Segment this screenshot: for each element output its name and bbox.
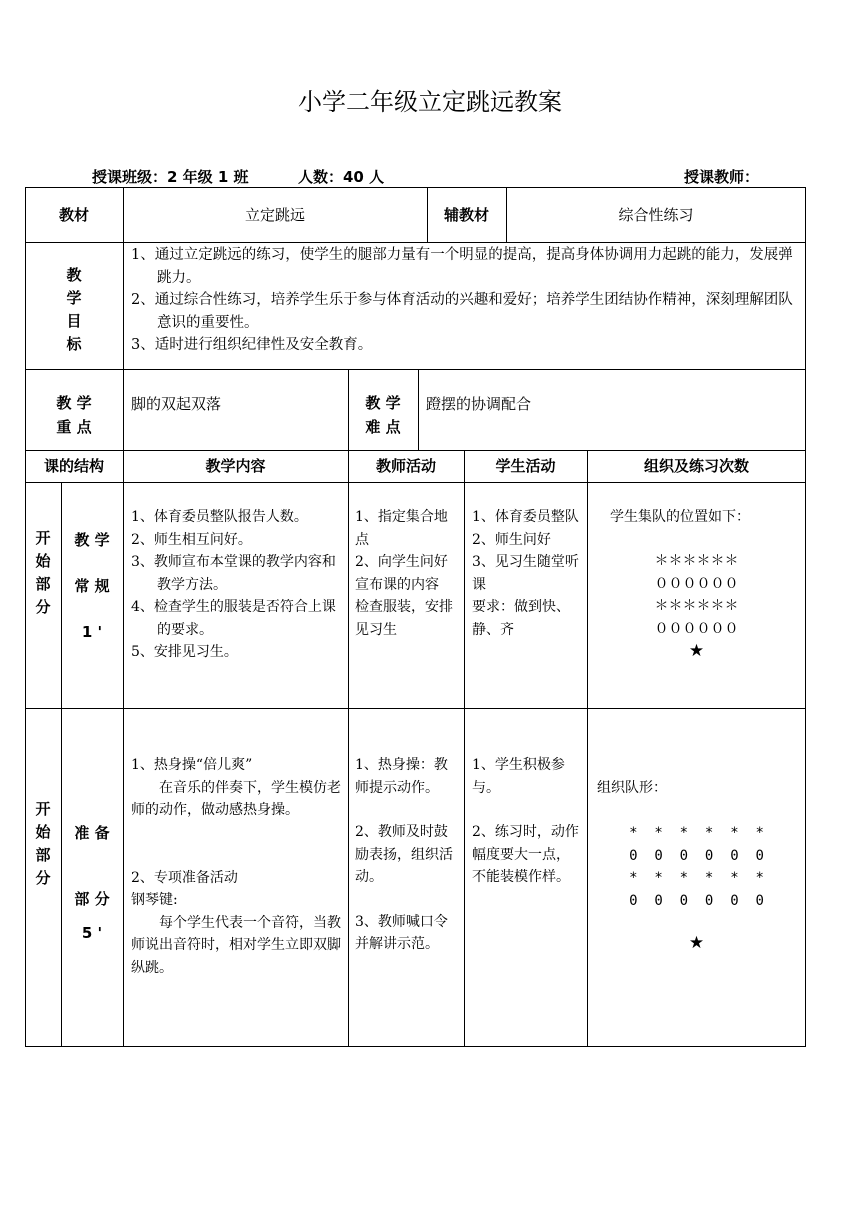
- header-content: 教学内容: [205, 457, 266, 475]
- section2-content: 1、热身操“倍儿爽” 在音乐的伴奏下，学生模仿老师的动作，做动感热身操。 2、专项准备活动 钢琴键: 每个学生代表一个音符，当教师说出音符时，相对学生立即双脚纵跳。: [131, 757, 341, 976]
- section1-student-activity: 1、体育委员整队 2、师生问好 3、见习生随堂听课 要求：做到快、静、齐: [472, 509, 579, 638]
- difficulty-label: 教 学 难 点: [365, 394, 401, 436]
- star-icon: ★: [688, 933, 705, 953]
- header-teacher: 教师活动: [375, 457, 436, 475]
- star-icon: ★: [688, 641, 705, 661]
- section2-teacher-activity: 1、热身操：教师提示动作。 2、教师及时鼓励表扬，组织活动。 3、教师喊口令并解讲示范。: [355, 757, 453, 952]
- material-label: 教材: [58, 206, 89, 224]
- goal-item: 2、通过综合性练习，培养学生乐于参与体育活动的兴趣和爱好；培养学生团结协作精神，深刻理解团队意识的重要性。: [131, 292, 793, 331]
- section2-part-label: 开 始 部 分: [35, 800, 51, 887]
- header-org: 组织及练习次数: [643, 457, 749, 475]
- section2-org-title: 组织队形：: [597, 780, 667, 796]
- goals-list: [131, 244, 801, 357]
- column-divider: [464, 450, 465, 1047]
- aux-material-label: 辅教材: [443, 206, 489, 224]
- teacher-info: 授课教师：: [684, 168, 760, 186]
- section1-time: 1 ': [81, 623, 103, 641]
- row-divider: [25, 450, 806, 451]
- class-info: 授课班级：2 年级 1 班: [92, 168, 249, 186]
- section1-teacher-activity: 1、指定集合地点 2、向学生问好 宣布课的内容 检查服装，安排见习生: [355, 509, 453, 638]
- header-student: 学生活动: [495, 457, 556, 475]
- column-divider: [587, 450, 588, 1047]
- header-structure: 课的结构: [43, 457, 104, 475]
- key-point-value: 脚的双起双落: [131, 395, 222, 413]
- section2-sub-label: 准 备 部 分 5 ': [61, 820, 123, 946]
- aux-material-value: 综合性练习: [618, 206, 694, 224]
- row-divider: [25, 482, 806, 483]
- section1-part-label: 开 始 部 分: [35, 529, 51, 616]
- section1-content: 1、体育委员整队报告人数。 2、师生相互问好。 3、教师宣布本堂课的教学内容和教学方法。 4、检查学生的服装是否符合上课的要求。 5、安排见习生。: [131, 509, 336, 660]
- goal-item: 3、适时进行组织纪律性及安全教育。: [131, 337, 373, 353]
- section1-sub-label: 教 学 常 规 1 ': [61, 527, 123, 645]
- section2-time: 5 ': [81, 924, 103, 942]
- section2-student-activity: 1、学生积极参与。 2、练习时，动作幅度要大一点，不能装模作样。: [472, 757, 579, 885]
- goal-item: 1、通过立定跳远的练习，使学生的腿部力量有一个明显的提高，提高身体协调用力起跳的能力，发展弹跳力。: [131, 247, 793, 286]
- column-divider: [418, 369, 419, 450]
- page-title: 小学二年级立定跳远教案: [298, 88, 562, 116]
- student-count: 人数：40 人: [298, 168, 385, 186]
- material-value: 立定跳远: [244, 206, 305, 224]
- row-divider: [25, 708, 806, 709]
- column-divider: [123, 187, 124, 1047]
- row-divider: [25, 369, 806, 370]
- section1-org-title: 学生集队的位置如下：: [610, 509, 750, 525]
- row-divider: [25, 242, 806, 243]
- section2-formation: * * * * * * 0 0 0 0 0 0 * * * * * * 0 0 0 0 0 0 ★: [587, 822, 806, 955]
- section1-formation: ＊＊＊＊＊＊ ００００００ ＊＊＊＊＊＊ ００００００ ★: [587, 550, 806, 663]
- goals-label: 教 学 目 标: [66, 266, 82, 353]
- difficulty-value: 蹬摆的协调配合: [426, 395, 532, 413]
- key-point-label: 教 学 重 点: [56, 394, 92, 436]
